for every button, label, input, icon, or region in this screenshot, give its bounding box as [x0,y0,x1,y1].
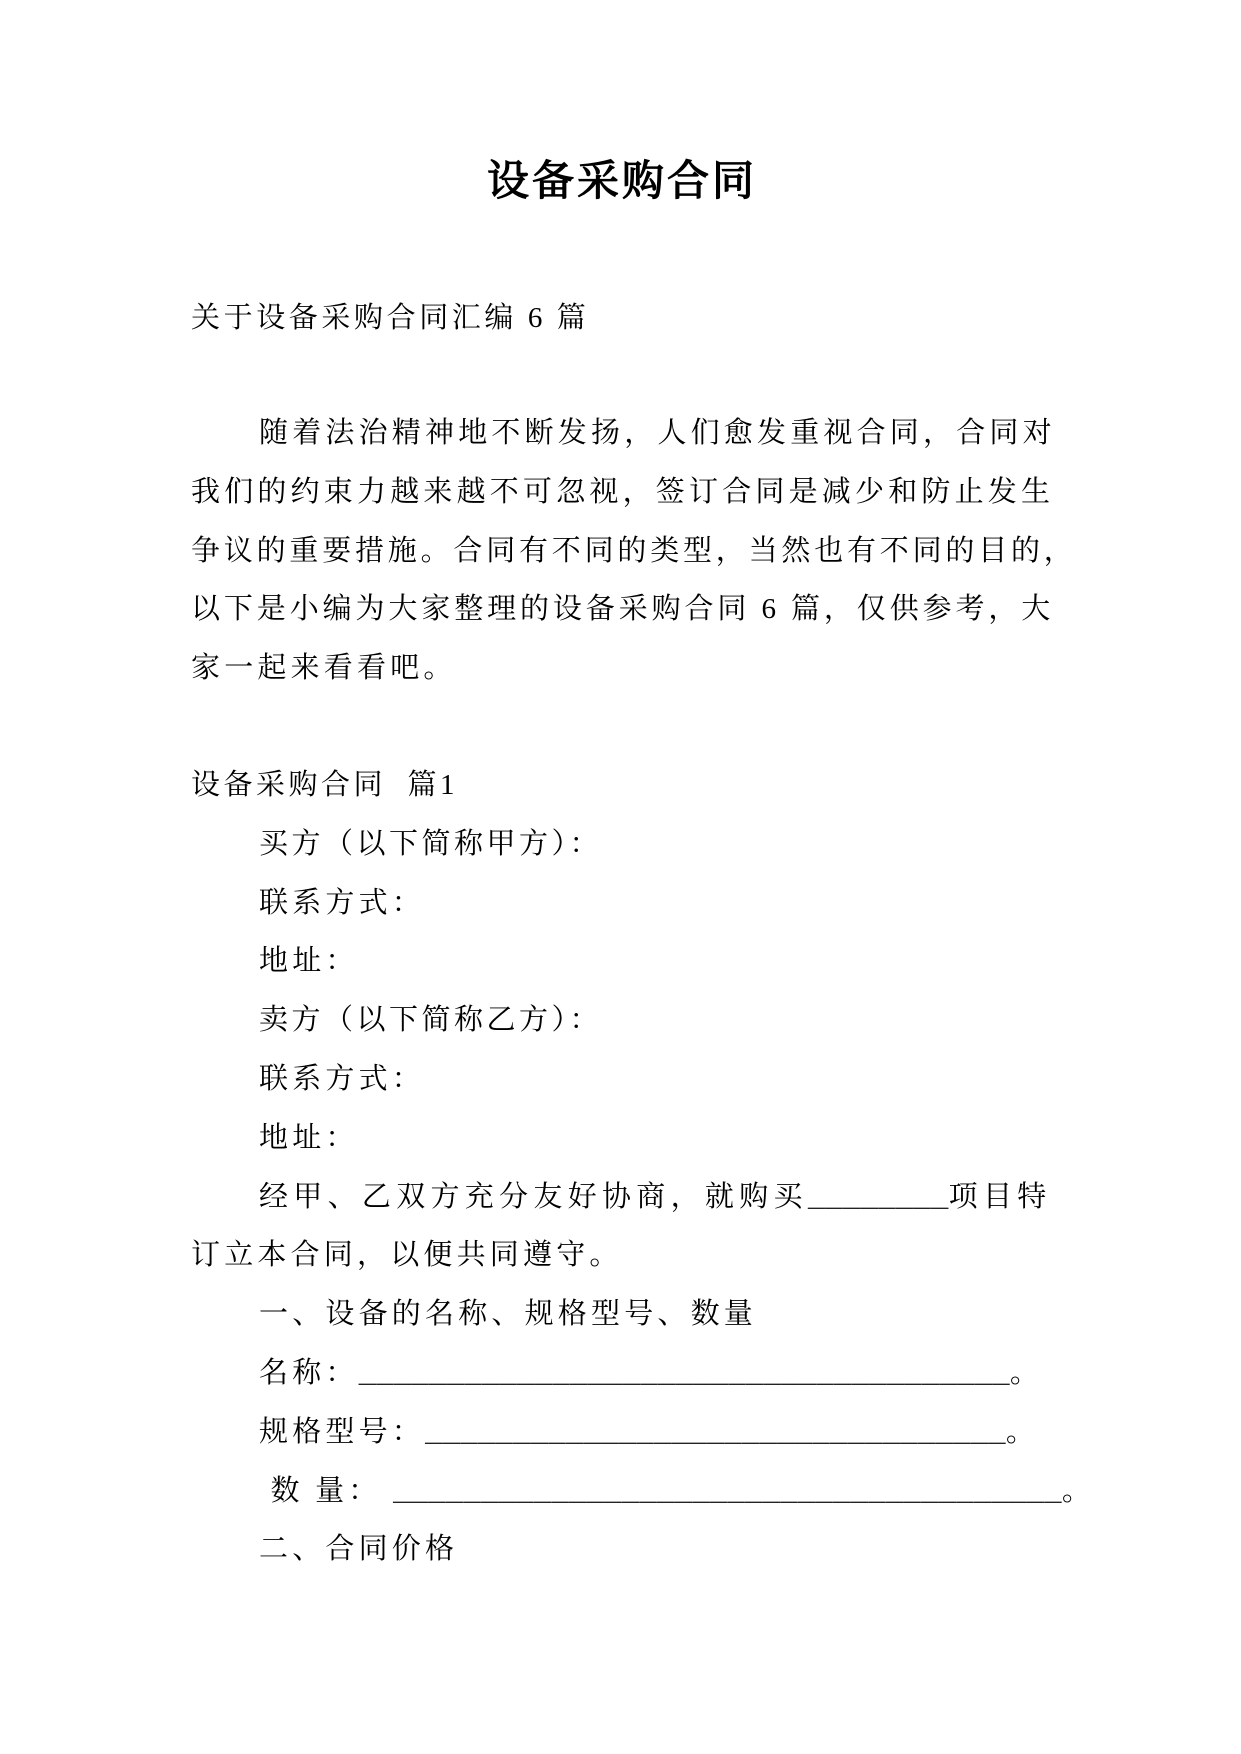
seller-label: 卖方（以下简称乙方）： [259,1004,603,1037]
buyer-label: 买方（以下简称甲方）： [259,827,603,860]
field-label: 数 量： [259,1474,393,1507]
field-blank: _________________________________ [425,1416,1006,1450]
section-1-title: 一、设备的名称、规格型号、数量 [259,1298,758,1331]
project-blank: ________ [807,1181,949,1215]
field-blank: ______________________________________ [392,1475,1062,1509]
article-title: 设备采购合同 篇1 [191,769,459,801]
field-blank: _____________________________________ [358,1357,1010,1391]
intro-line: 家一起来看看吧。 [191,652,457,685]
intro-line: 我们的约束力越来越不可忽视，签订合同是减少和防止发生 [191,475,1055,508]
buyer-address-label: 地址： [259,945,359,978]
field-quantity-line [191,1462,1096,1521]
seller-address-label: 地址： [259,1121,359,1154]
buyer-contact-label: 联系方式： [259,886,426,919]
intro-paragraph [191,404,1077,698]
preamble-continuation: 订立本合同，以便共同遵守。 [191,1239,623,1272]
preamble-text: 项目特 [948,1180,1052,1213]
contract-article-1 [191,756,1096,1579]
document-title: 设备采购合同 [486,159,757,205]
field-name-line [191,1344,1071,1403]
field-label: 名称： [259,1356,359,1389]
field-end: 。 [1061,1474,1096,1507]
preamble-line [191,1168,1071,1227]
intro-line: 争议的重要措施。合同有不同的类型，当然也有不同的目的， [191,534,1077,567]
section-2-title: 二、合同价格 [259,1533,459,1566]
field-model-line [191,1403,1071,1462]
field-end: 。 [1005,1415,1040,1448]
field-label: 规格型号： [259,1415,426,1448]
collection-heading: 关于设备采购合同汇编 6 篇 [191,302,590,334]
intro-line: 以下是小编为大家整理的设备采购合同 6 篇，仅供参考，大 [191,593,1055,626]
seller-contact-label: 联系方式： [259,1062,426,1095]
field-end: 。 [1009,1356,1044,1389]
intro-line: 随着法治精神地不断发扬，人们愈发重视合同，合同对 [259,417,1056,449]
preamble-text: 经甲、乙双方充分友好协商，就购买 [259,1180,808,1213]
